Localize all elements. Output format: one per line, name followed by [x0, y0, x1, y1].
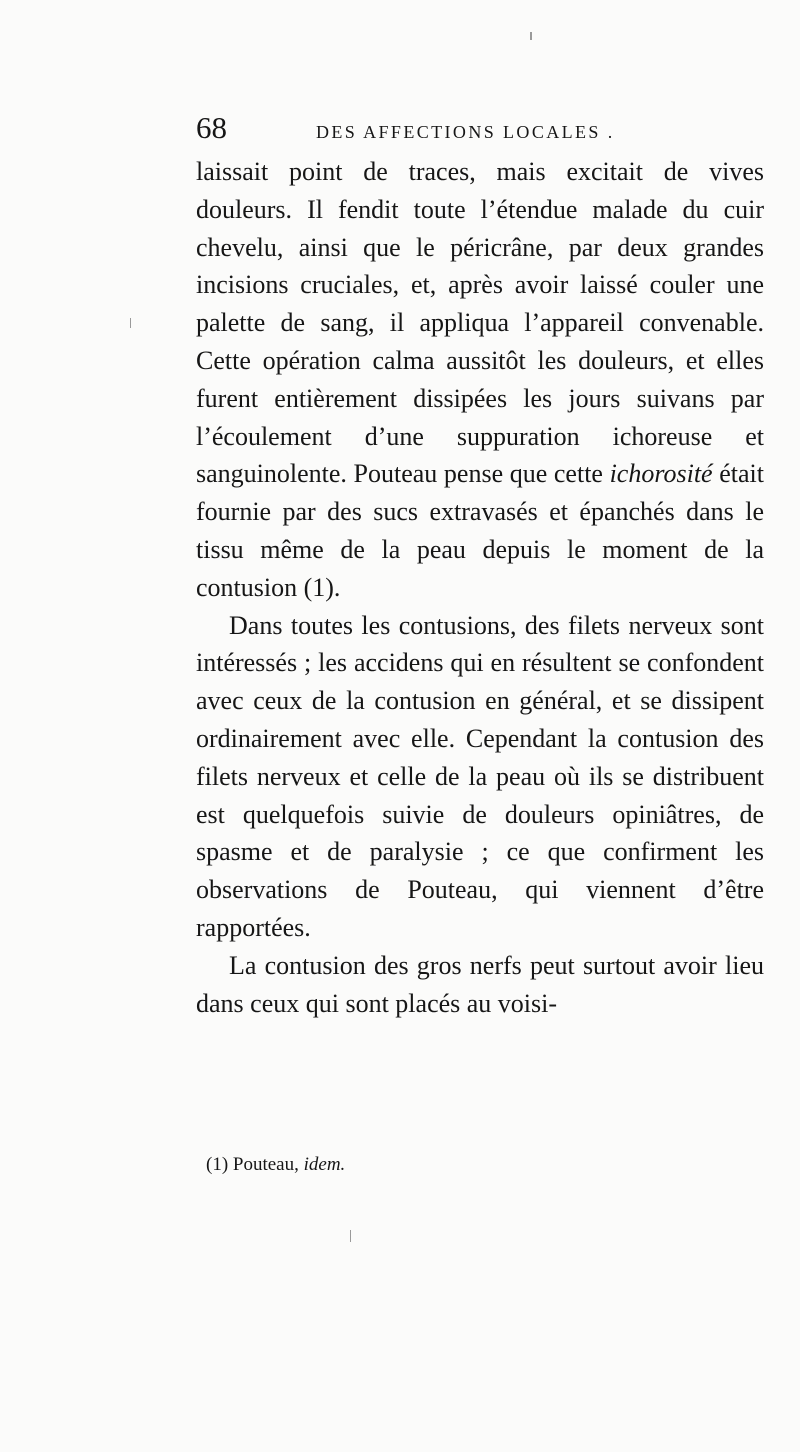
paragraph-1-emphasis: ichorosité: [609, 459, 713, 489]
page-number: 68: [196, 110, 227, 145]
paragraph-2: Dans toutes les contusions, des filets nerveux sont intéressés ; les accidens qui en résultent se confondent avec ceux de la contusion en général, et se dissipent ordinairement avec elle. Cependant la contusion des filets nerveux et celle de la peau où ils se distribuent est quelquefois suivie de douleurs opiniâtres, de spasme et de paralysie ; ce que confirment les observations de Pouteau, qui viennent d’être rapportées.: [196, 610, 764, 942]
running-title: DES AFFECTIONS LOCALES .: [316, 122, 615, 142]
footnote-ref: idem.: [303, 1154, 346, 1175]
scan-mark: [350, 1230, 351, 1242]
paragraph-3: La contusion des gros nerfs peut surtout avoir lieu dans ceux qui sont placés au voisi-: [196, 950, 764, 1018]
footnote-author: Pouteau,: [232, 1154, 299, 1175]
body-text: [196, 153, 764, 1022]
paragraph-1: [196, 153, 764, 607]
page-header: [196, 108, 766, 148]
scan-mark: [130, 318, 131, 328]
footnote-marker: (1): [206, 1154, 229, 1175]
footnote: [206, 1152, 345, 1178]
scan-mark: [530, 32, 532, 40]
paragraph-1-text: laissait point de traces, mais excitait de vives douleurs. Il fendit toute l’étendue malade du cuir chevelu, ainsi que le péricrâne, par deux grandes incisions cruciales, et, après avoir laissé couler une palette de sang, il appliqua l’appareil convenable. Cette opération calma aussitôt les douleurs, et elles furent entièrement dissipées les jours suivans par l’écoulement d’une suppuration ichoreuse et sanguinolente. Pouteau pense que cette: [196, 157, 764, 489]
paragraph-1-text-after: était fournie par des sucs extravasés et épanchés dans le tissu même de la peau depuis le moment de la contusion (1).: [196, 459, 764, 602]
